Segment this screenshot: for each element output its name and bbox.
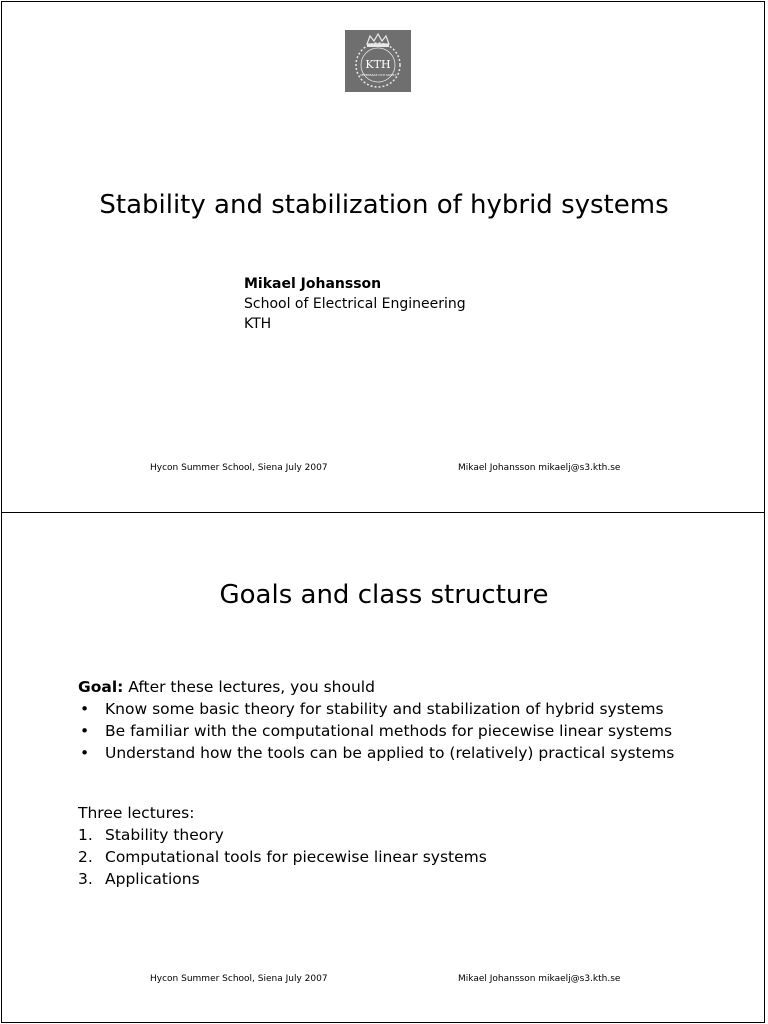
slide-title: Stability and stabilization of hybrid systems	[99, 190, 669, 220]
lecture-number: 3.	[78, 870, 93, 888]
author-block	[244, 274, 466, 334]
slide-2	[1, 512, 765, 1023]
lecture-number: 2.	[78, 848, 93, 866]
kth-logo	[345, 30, 411, 92]
lectures-section	[78, 802, 487, 890]
footer-event: Hycon Summer School, Siena July 2007	[150, 974, 328, 984]
kth-crest-icon	[345, 30, 411, 92]
footer-event: Hycon Summer School, Siena July 2007	[150, 463, 328, 473]
lecture-text: Applications	[105, 870, 200, 888]
bullet-icon: •	[80, 744, 90, 762]
slide-title: Goals and class structure	[219, 580, 549, 610]
goal-section	[78, 676, 674, 764]
bullet-text: Be familiar with the computational methods for piecewise linear systems	[105, 722, 673, 740]
bullet-text: Know some basic theory for stability and stabilization of hybrid systems	[105, 700, 664, 718]
bullet-text: Understand how the tools can be applied to (relatively) practical systems	[105, 744, 675, 762]
bullet-icon: •	[80, 700, 90, 718]
lectures-list	[78, 824, 487, 890]
logo-motto: VETENSKAP OCH KONST	[359, 73, 397, 77]
list-item	[78, 846, 487, 868]
list-item	[78, 742, 674, 764]
goal-label: Goal:	[78, 678, 124, 696]
goal-intro: After these lectures, you should	[123, 678, 375, 696]
footer-contact: Mikael Johansson mikaelj@s3.kth.se	[458, 463, 621, 473]
lecture-text: Computational tools for piecewise linear systems	[105, 848, 487, 866]
list-item	[78, 720, 674, 742]
list-item	[78, 698, 674, 720]
author-institution: KTH	[244, 316, 272, 332]
lecture-number: 1.	[78, 826, 93, 844]
goal-line	[78, 676, 674, 698]
logo-text: KTH	[365, 58, 391, 71]
author-affiliation: School of Electrical Engineering	[244, 296, 466, 312]
lectures-intro: Three lectures:	[78, 804, 195, 822]
goal-bullet-list	[78, 698, 674, 764]
author-name: Mikael Johansson	[244, 276, 382, 292]
footer-contact: Mikael Johansson mikaelj@s3.kth.se	[458, 974, 621, 984]
slide-1	[1, 1, 765, 513]
bullet-icon: •	[80, 722, 90, 740]
lecture-text: Stability theory	[105, 826, 224, 844]
list-item	[78, 824, 487, 846]
list-item	[78, 868, 487, 890]
